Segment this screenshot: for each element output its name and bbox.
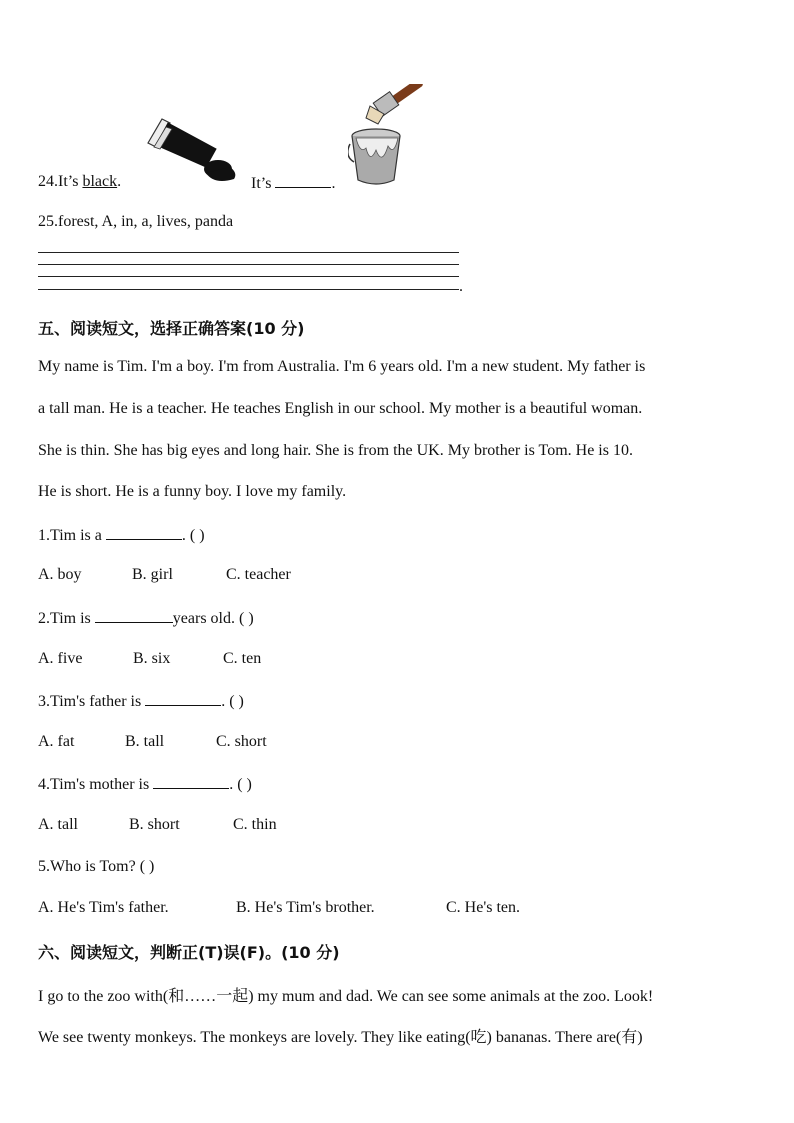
question-5-text: 5.Who is Tom? ( ) [38,858,155,875]
section-5-question-4 [38,774,252,794]
paint-bucket-brush-illustration [348,84,428,188]
section-5-passage-line-3: She is thin. She has big eyes and long hair. She is from the UK. My brother is Tom. He is 10. [38,442,633,459]
question-3-text: 3.Tim's father is [38,693,146,710]
question-4-option-c[interactable]: C. thin [233,816,277,833]
section-5-passage-line-1: My name is Tim. I'm a boy. I'm from Australia. I'm 6 years old. I'm a new student. My father is [38,358,646,375]
question-1-option-c[interactable]: C. teacher [226,566,291,583]
question-4-options [38,816,277,834]
answer-line-4[interactable] [38,289,459,290]
question-24-suffix: . [117,173,122,190]
question-1-option-a[interactable]: A. boy [38,566,82,583]
question-5-option-a[interactable]: A. He's Tim's father. [38,899,169,916]
question-2-option-a[interactable]: A. five [38,650,83,667]
question-5-options [38,899,520,917]
question-3-blank[interactable] [145,691,221,706]
answer-line-3[interactable] [38,276,459,277]
section-5-question-1 [38,525,205,545]
question-24-answer-prefix: It’s [251,175,276,192]
question-1-bracket: . ( ) [181,527,205,544]
question-24-answer [251,173,335,193]
question-1-option-b[interactable]: B. girl [132,566,173,583]
question-2-option-c[interactable]: C. ten [223,650,262,667]
section-6-passage-line-1: I go to the zoo with(和……一起) my mum and dad. We can see some animals at the zoo. Look! [38,988,654,1005]
question-3-options [38,733,267,751]
question-2-bracket: years old. ( ) [172,610,254,627]
section-5-question-5 [38,858,154,876]
section-5-heading: 五、阅读短文，选择正确答案(10 分) [38,319,305,338]
question-4-text: 4.Tim's mother is [38,776,154,793]
question-5-option-b[interactable]: B. He's Tim's brother. [236,899,375,916]
question-25: 25.forest, A, in, a, lives, panda [38,213,234,230]
question-1-text: 1.Tim is a [38,527,106,544]
section-5-question-3 [38,691,244,711]
question-4-bracket: . ( ) [229,776,252,793]
section-5-passage-line-2: a tall man. He is a teacher. He teaches English in our school. My mother is a beautiful woman. [38,400,643,417]
question-3-option-a[interactable]: A. fat [38,733,75,750]
question-4-option-b[interactable]: B. short [129,816,180,833]
question-4-blank[interactable] [153,774,229,789]
question-3-option-c[interactable]: C. short [216,733,267,750]
question-3-option-b[interactable]: B. tall [125,733,165,750]
answer-line-1[interactable] [38,252,459,253]
question-3-bracket: . ( ) [221,693,244,710]
question-24-word: black [82,173,118,190]
question-24-answer-suffix: . [331,175,336,192]
section-5-question-2 [38,608,254,628]
answer-line-end-dot: . [459,278,463,295]
answer-line-2[interactable] [38,264,459,265]
question-2-blank[interactable] [95,608,173,623]
section-5-passage-line-4: He is short. He is a funny boy. I love my family. [38,483,347,500]
section-6-heading: 六、阅读短文，判断正(T)误(F)。(10 分) [38,943,340,962]
question-1-options [38,566,291,584]
section-6-passage-line-2: We see twenty monkeys. The monkeys are lovely. They like eating(吃) bananas. There are(有) [38,1029,643,1046]
question-5-option-c[interactable]: C. He's ten. [446,899,520,916]
question-24-number: 24. [38,173,58,190]
question-2-text: 2.Tim is [38,610,95,627]
question-2-option-b[interactable]: B. six [133,650,171,667]
question-1-blank[interactable] [106,525,182,540]
question-2-options [38,650,261,668]
question-24 [38,173,121,191]
black-paint-tube-illustration [144,115,240,185]
question-24-prefix: It’s [58,173,83,190]
question-4-option-a[interactable]: A. tall [38,816,78,833]
question-24-answer-blank[interactable] [275,173,331,188]
